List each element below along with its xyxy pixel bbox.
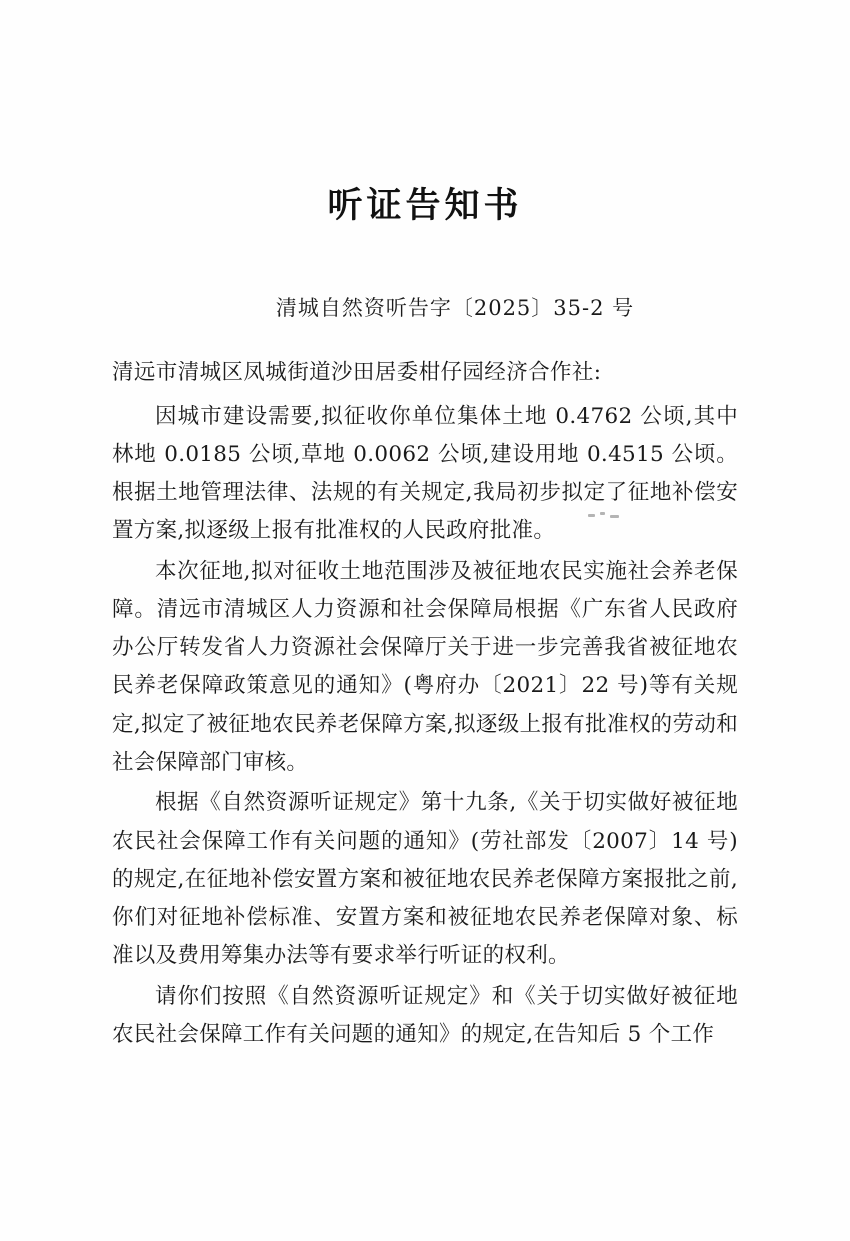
body-paragraph: 根据《自然资源听证规定》第十九条,《关于切实做好被征地农民社会保障工作有关问题的通知》(劳社部发〔2007〕14 号)的规定,在征地补偿安置方案和被征地农民养老保障方案报批之前,你们对征地补偿标准、安置方案和被征地农民养老保障对象、标准以及费用筹集办法等有要求举行听证的权利。 — [112, 790, 738, 969]
document-number: 清城自然资听告字〔2025〕35-2 号 — [275, 296, 635, 320]
addressee-line: 清远市清城区凤城街道沙田居委柑仔园经济合作社: — [112, 360, 602, 385]
body-paragraph: 因城市建设需要,拟征收你单位集体土地 0.4762 公顷,其中林地 0.0185 公顷,草地 0.0062 公顷,建设用地 0.4515 公顷。根据土地管理法律、法规的有关规定,我局初步拟定了征地补偿安置方案,拟逐级上报有批准权的人民政府批准。 — [112, 403, 738, 544]
document-body — [0, 354, 850, 1054]
body-paragraph: 本次征地,拟对征收土地范围涉及被征地农民实施社会养老保障。清远市清城区人力资源和社会保障局根据《广东省人民政府办公厅转发省人力资源社会保障厅关于进一步完善我省被征地农民养老保障政策意见的通知》(粤府办〔2021〕22 号)等有关规定,拟定了被征地农民养老保障方案,拟逐级上报有批准权的劳动和社会保障部门审核。 — [112, 558, 738, 776]
body-paragraph: 请你们按照《自然资源听证规定》和《关于切实做好被征地农民社会保障工作有关问题的通知》的规定,在告知后 5 个工作 — [112, 983, 738, 1047]
page-title: 听证告知书 — [327, 186, 523, 226]
